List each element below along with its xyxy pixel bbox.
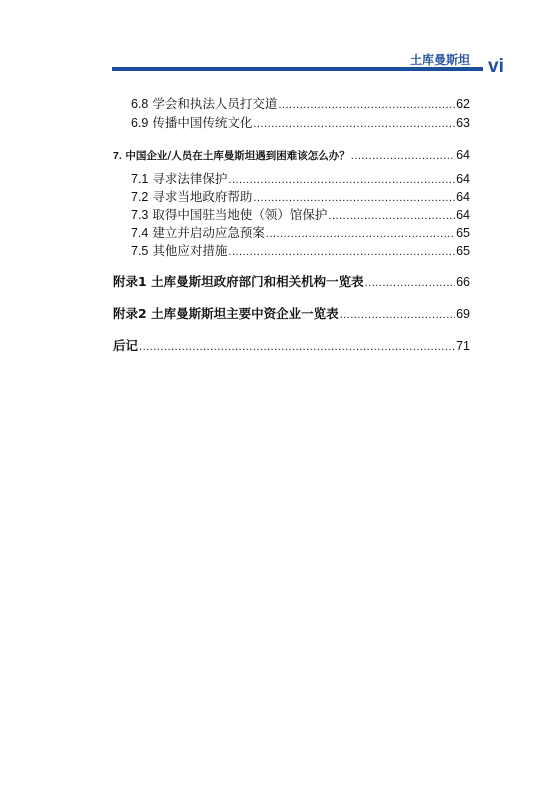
toc-entry-7-1[interactable] (131, 170, 470, 188)
toc-section-number: 6.9 (131, 116, 149, 130)
toc-appendix-number: 附录1 (113, 274, 147, 289)
running-header-title: 土库曼斯坦 (409, 53, 470, 67)
toc-leader-dots (351, 147, 455, 164)
toc-leader-dots (253, 189, 455, 206)
toc-leader-dots (328, 207, 455, 224)
toc-entry-title: 寻求当地政府帮助 (152, 189, 253, 204)
toc-entry-6-9[interactable] (131, 114, 470, 132)
toc-entry-title: 学会和执法人员打交道 (152, 96, 278, 111)
toc-page-number: 66 (456, 275, 470, 289)
toc-entry-title: 取得中国驻当地使（领）馆保护 (152, 207, 328, 222)
toc-entry-7-4[interactable] (131, 224, 470, 242)
toc-entry-7-3[interactable] (131, 206, 470, 224)
toc-leader-dots (278, 96, 455, 113)
toc-page-number: 62 (456, 97, 470, 111)
toc-section-number: 7.4 (131, 226, 149, 240)
toc-leader-dots (253, 115, 455, 132)
toc-page-number: 69 (456, 307, 470, 321)
toc-entry-appendix-1[interactable] (113, 273, 470, 291)
toc-section-number: 7.5 (131, 244, 149, 258)
toc-appendix-number: 附录2 (113, 306, 147, 321)
toc-entry-afterword[interactable] (113, 337, 470, 355)
toc-leader-dots (365, 274, 456, 291)
toc-page-number: 64 (456, 148, 470, 162)
toc-page-number: 65 (456, 226, 470, 240)
toc-entry-appendix-2[interactable] (113, 305, 470, 323)
toc-section-number: 7.1 (131, 172, 149, 186)
toc-entry-title: 中国企业/人员在土库曼斯坦遇到困难该怎么办？ (125, 150, 350, 162)
toc-leader-dots (139, 338, 455, 355)
toc-page-number: 63 (456, 116, 470, 130)
header-rule (112, 67, 483, 71)
toc-leader-dots (228, 171, 455, 188)
toc-entry-title: 传播中国传统文化 (152, 115, 253, 130)
toc-section-number: 7.3 (131, 208, 149, 222)
toc-section-number: 7.2 (131, 190, 149, 204)
toc-section-number: 6.8 (131, 97, 149, 111)
toc-page-number: 65 (456, 244, 470, 258)
toc-entry-7-2[interactable] (131, 188, 470, 206)
toc-entry-title: 土库曼斯坦政府部门和相关机构一览表 (151, 274, 364, 289)
toc-entry-title: 寻求法律保护 (152, 171, 228, 186)
toc-entry-7-5[interactable] (131, 242, 470, 260)
toc-entry-title: 土库曼斯斯坦主要中资企业一览表 (151, 306, 339, 321)
toc-page-number: 71 (456, 339, 470, 353)
page-number: vi (488, 56, 504, 77)
toc-entry-title: 其他应对措施 (152, 243, 228, 258)
toc-entry-7[interactable] (113, 146, 470, 164)
toc-leader-dots (340, 306, 456, 323)
toc-page-number: 64 (456, 172, 470, 186)
toc-entry-title: 后记 (113, 338, 139, 353)
toc-page-number: 64 (456, 208, 470, 222)
toc-leader-dots (228, 243, 455, 260)
toc-entry-title: 建立并启动应急预案 (152, 225, 265, 240)
toc-entry-6-8[interactable] (131, 95, 470, 113)
toc-section-number: 7. (113, 150, 122, 162)
toc-page-number: 64 (456, 190, 470, 204)
toc-leader-dots (266, 225, 455, 242)
